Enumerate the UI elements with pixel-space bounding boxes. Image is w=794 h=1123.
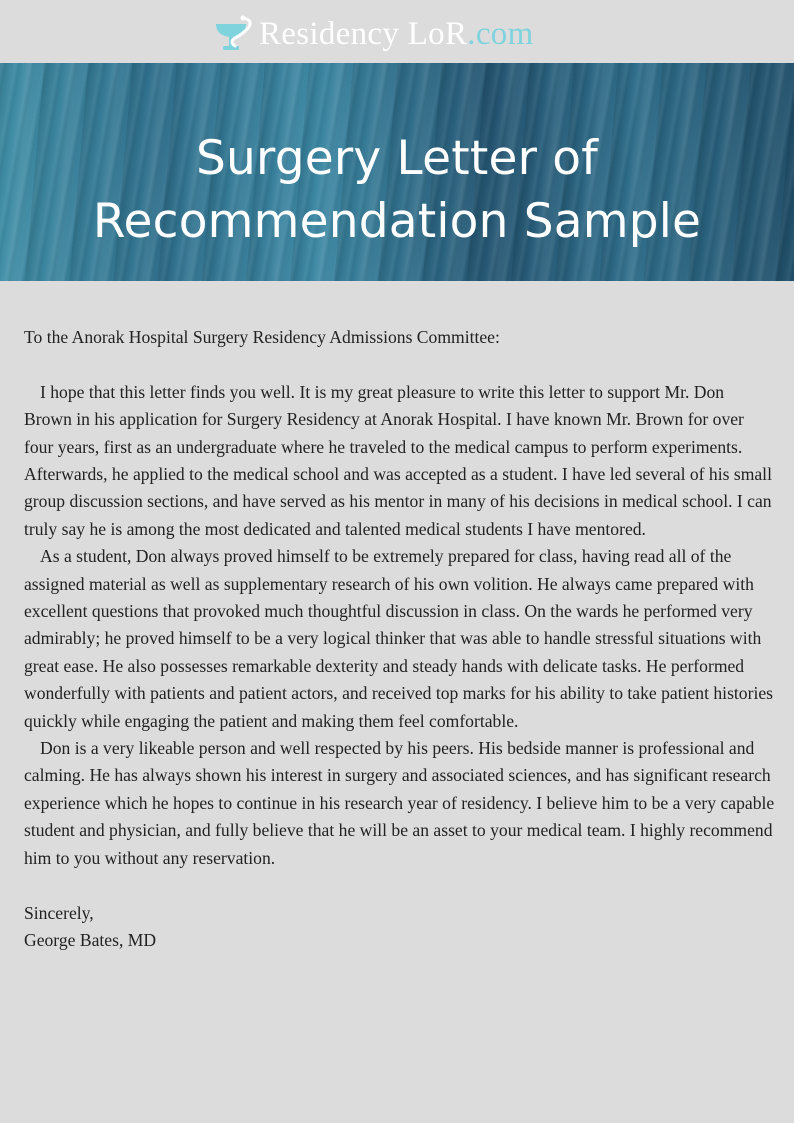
logo-domain-suffix: .com bbox=[467, 16, 534, 52]
letter-paragraph-1: I hope that this letter finds you well. It is my great pleasure to write this letter to support Mr. Don Brown in his application for Surgery Residency at Anorak Hospital. I have known Mr. Brown for over four years, first as an undergraduate where he traveled to the medical campus to perform experiments. Afterwards, he applied to the medical school and was accepted as a student. I have led several of his small group discussion sections, and have served as his mentor in many of his decisions in medical school. I can truly say he is among the most dedicated and talented medical students I have mentored. bbox=[24, 381, 772, 539]
logo-bar bbox=[0, 0, 794, 63]
letter-body bbox=[24, 324, 776, 954]
page-title bbox=[0, 127, 794, 253]
letter-paragraph-3: Don is a very likeable person and well respected by his peers. His bedside manner is professional and calming. He has always shown his interest in surgery and associated sciences, and has significant research experience which he hopes to continue in his research year of residency. I believe him to be a very capable student and physician, and fully believe that he will be an asset to your medical team. I highly recommend him to you without any reservation. bbox=[24, 738, 775, 868]
letter-paragraph-2: As a student, Don always proved himself to be extremely prepared for class, having read all of the assigned material as well as supplementary research of his own volition. He always came prepared with excellent questions that provoked much thoughtful discussion in class. On the wards he performed very admirably; he proved himself to be a very logical thinker that was able to handle stressful situations with great ease. He also possesses remarkable dexterity and steady hands with delicate tasks. He performed wonderfully with patients and patient actors, and received top marks for his ability to take patient histories quickly while engaging the patient and making them feel comfortable. bbox=[24, 546, 773, 731]
letter-signature: George Bates, MD bbox=[24, 929, 157, 950]
title-line-2: Recommendation Sample bbox=[92, 194, 702, 249]
letter-closing: Sincerely, bbox=[24, 902, 94, 923]
site-logo[interactable] bbox=[213, 14, 534, 54]
title-banner bbox=[0, 63, 794, 281]
logo-brand-text: Residency LoR bbox=[259, 16, 468, 52]
bowl-of-hygieia-icon bbox=[213, 14, 261, 54]
letter-salutation: To the Anorak Hospital Surgery Residency Admissions Committee: bbox=[24, 327, 500, 347]
title-line-1: Surgery Letter of bbox=[196, 131, 598, 186]
logo-wordmark bbox=[259, 14, 534, 54]
